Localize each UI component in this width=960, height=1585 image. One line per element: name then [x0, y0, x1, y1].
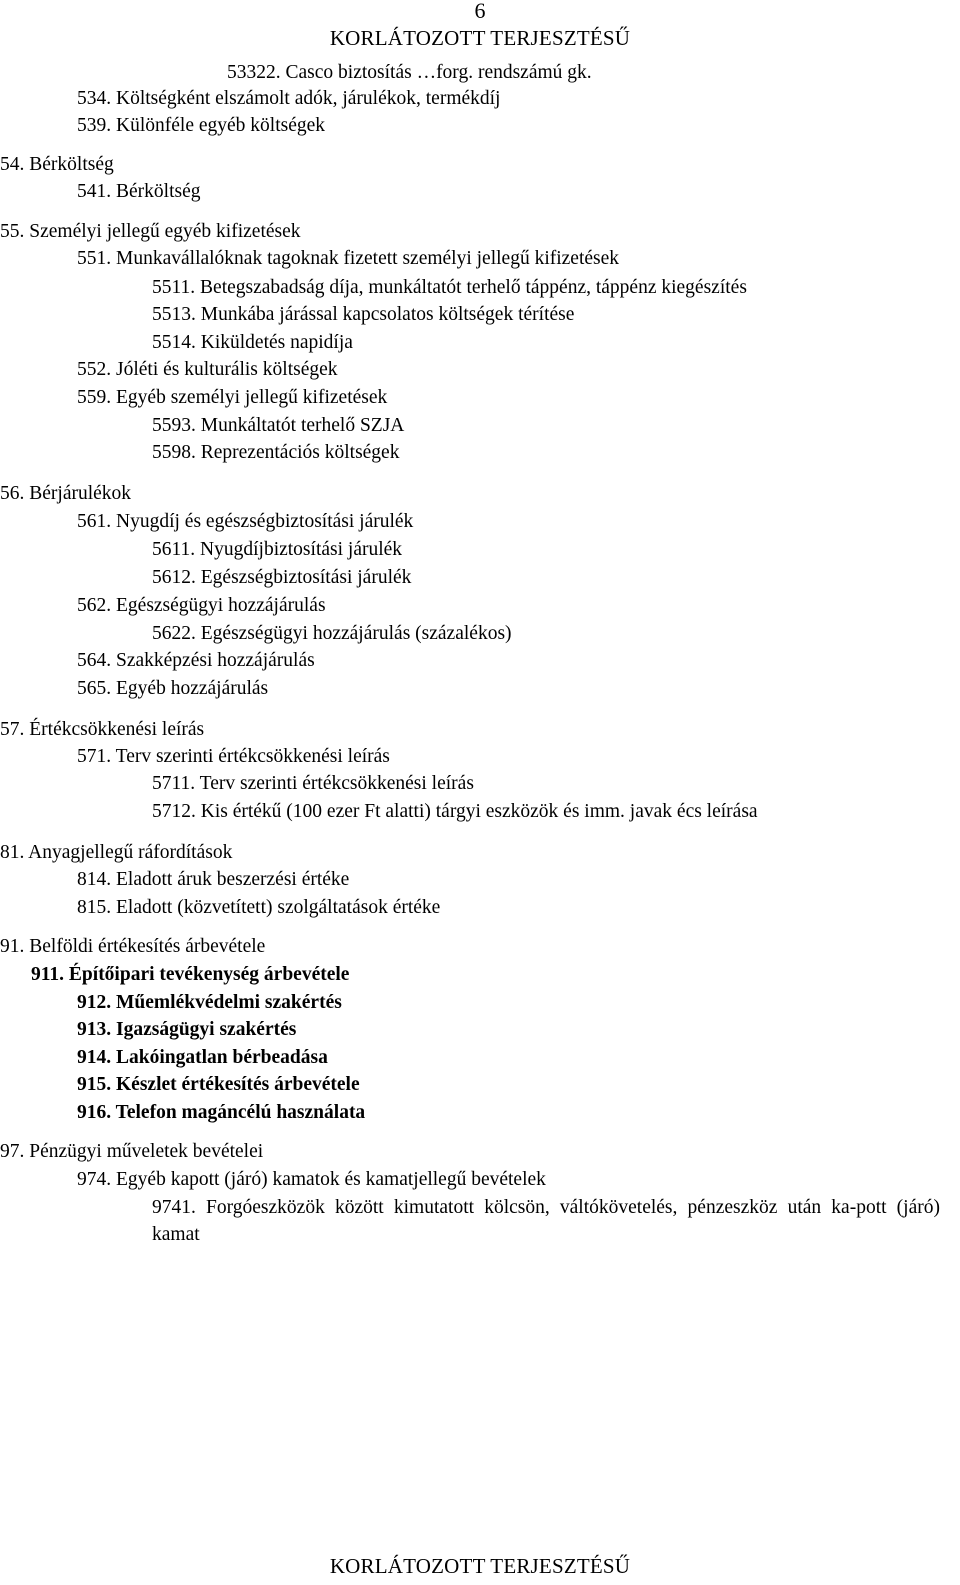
- list-item: 564. Szakképzési hozzájárulás: [77, 650, 315, 671]
- list-item: 5612. Egészségbiztosítási járulék: [152, 567, 412, 588]
- list-item: 541. Bérköltség: [77, 181, 201, 202]
- list-item: 565. Egyéb hozzájárulás: [77, 678, 269, 699]
- list-item: 56. Bérjárulékok: [0, 483, 132, 504]
- list-item: 5622. Egészségügyi hozzájárulás (százalékos): [152, 623, 512, 644]
- list-item: 91. Belföldi értékesítés árbevétele: [0, 936, 266, 957]
- list-item: 915. Készlet értékesítés árbevétele: [77, 1074, 360, 1095]
- list-item: 54. Bérköltség: [0, 154, 114, 175]
- list-item: 911. Építőipari tevékenység árbevétele: [31, 964, 350, 985]
- list-item: 5514. Kiküldetés napidíja: [152, 332, 353, 353]
- list-item: 97. Pénzügyi műveletek bevételei: [0, 1141, 264, 1162]
- list-item: 5513. Munkába járással kapcsolatos költségek térítése: [152, 304, 575, 325]
- list-item: 534. Költségként elszámolt adók, járulékok, termékdíj: [77, 88, 501, 109]
- list-item: 53322. Casco biztosítás …forg. rendszámú gk.: [227, 62, 592, 83]
- list-item: 57. Értékcsökkenési leírás: [0, 719, 205, 740]
- list-item: 559. Egyéb személyi jellegű kifizetések: [77, 387, 388, 408]
- list-item: 912. Műemlékvédelmi szakértés: [77, 992, 342, 1013]
- list-item: 552. Jóléti és kulturális költségek: [77, 359, 338, 380]
- page-number: 6: [474, 0, 486, 23]
- list-item: 913. Igazságügyi szakértés: [77, 1019, 297, 1040]
- footer-title: KORLÁTOZOTT TERJESZTÉSŰ: [329, 1554, 631, 1578]
- list-item: 916. Telefon magáncélú használata: [77, 1102, 366, 1123]
- list-item: 5511. Betegszabadság díja, munkáltatót terhelő táppénz, táppénz kiegészítés: [152, 277, 747, 298]
- list-item: 5711. Terv szerinti értékcsökkenési leírás: [152, 773, 474, 794]
- list-item: 815. Eladott (közvetített) szolgáltatások értéke: [77, 897, 441, 918]
- list-item: 814. Eladott áruk beszerzési értéke: [77, 869, 350, 890]
- list-item: 914. Lakóingatlan bérbeadása: [77, 1047, 328, 1068]
- header-title: KORLÁTOZOTT TERJESZTÉSŰ: [329, 26, 631, 50]
- list-item: 562. Egészségügyi hozzájárulás: [77, 595, 326, 616]
- list-item: 974. Egyéb kapott (járó) kamatok és kamatjellegű bevételek: [77, 1169, 546, 1190]
- list-item: 55. Személyi jellegű egyéb kifizetések: [0, 221, 301, 242]
- list-item: 561. Nyugdíj és egészségbiztosítási járulék: [77, 511, 414, 532]
- list-item: 5712. Kis értékű (100 ezer Ft alatti) tárgyi eszközök és imm. javak écs leírása: [152, 801, 758, 822]
- list-item: 5611. Nyugdíjbiztosítási járulék: [152, 539, 403, 560]
- list-item: 5598. Reprezentációs költségek: [152, 442, 400, 463]
- list-item: 539. Különféle egyéb költségek: [77, 115, 326, 136]
- list-item: 9741. Forgóeszközök között kimutatott kölcsön, váltókövetelés, pénzeszköz után ka-pott (járó) kamat: [152, 1197, 940, 1245]
- list-item: 551. Munkavállalóknak tagoknak fizetett személyi jellegű kifizetések: [77, 248, 620, 269]
- list-item: 5593. Munkáltatót terhelő SZJA: [152, 415, 405, 436]
- list-item: 81. Anyagjellegű ráfordítások: [0, 842, 233, 863]
- list-item: 571. Terv szerinti értékcsökkenési leírás: [77, 746, 390, 767]
